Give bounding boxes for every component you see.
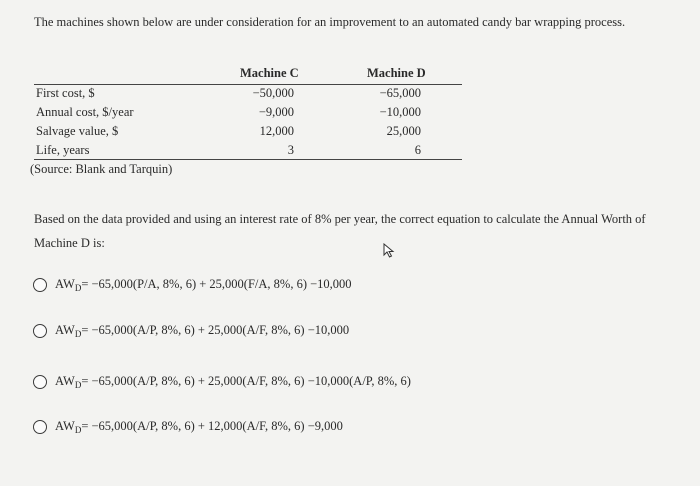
option-subscript: D [74, 282, 82, 293]
option-formula: = −65,000(A/P, 8%, 6) + 25,000(A/F, 8%, 6) −10,000(A/P, 8%, 6) [81, 374, 411, 388]
machine-c-value: −50,000 [252, 86, 294, 100]
row-label: Life, years [36, 143, 90, 157]
option-subscript: D [74, 379, 82, 390]
option-subscript: D [74, 424, 82, 435]
answer-option-2[interactable] [33, 323, 349, 338]
radio-button[interactable] [33, 420, 47, 434]
row-label: First cost, $ [36, 86, 95, 100]
option-prefix: AW [55, 277, 75, 291]
machine-c-value: 12,000 [259, 124, 294, 138]
option-prefix: AW [55, 419, 75, 433]
question-text: Based on the data provided and using an interest rate of 8% per year, the correct equation to calculate the Annual Worth of Machine D is: [34, 212, 646, 250]
option-formula: = −65,000(A/P, 8%, 6) + 12,000(A/F, 8%, 6) −9,000 [81, 419, 343, 433]
header-machine-d: Machine D [367, 66, 426, 80]
mouse-pointer-icon [383, 243, 397, 259]
machine-d-value: −10,000 [379, 105, 421, 119]
radio-button[interactable] [33, 375, 47, 389]
machine-c-value: 3 [287, 143, 294, 157]
answer-option-4[interactable] [33, 419, 343, 434]
row-label: Salvage value, $ [36, 124, 119, 138]
machine-d-value: 25,000 [386, 124, 421, 138]
header-machine-c: Machine C [240, 66, 299, 80]
radio-button[interactable] [33, 324, 47, 338]
option-formula: = −65,000(P/A, 8%, 6) + 25,000(F/A, 8%, 6) −10,000 [81, 277, 352, 291]
machine-d-value: −65,000 [379, 86, 421, 100]
table-bottom-rule [34, 159, 462, 160]
machine-d-value: 6 [414, 143, 421, 157]
option-subscript: D [74, 328, 82, 339]
option-formula: = −65,000(A/P, 8%, 6) + 25,000(A/F, 8%, 6) −10,000 [81, 323, 350, 337]
table-source: (Source: Blank and Tarquin) [30, 162, 173, 176]
answer-option-1[interactable] [33, 277, 352, 292]
option-prefix: AW [55, 374, 75, 388]
radio-button[interactable] [33, 278, 47, 292]
answer-option-3[interactable] [33, 374, 411, 389]
table-row [34, 86, 464, 105]
table-top-rule [34, 84, 462, 85]
row-label: Annual cost, $/year [36, 105, 134, 119]
table-row [34, 105, 464, 124]
option-prefix: AW [55, 323, 75, 337]
machine-c-value: −9,000 [258, 105, 294, 119]
table-row [34, 124, 464, 143]
problem-intro: The machines shown below are under consideration for an improvement to an automated candy bar wrapping process. [34, 15, 626, 29]
